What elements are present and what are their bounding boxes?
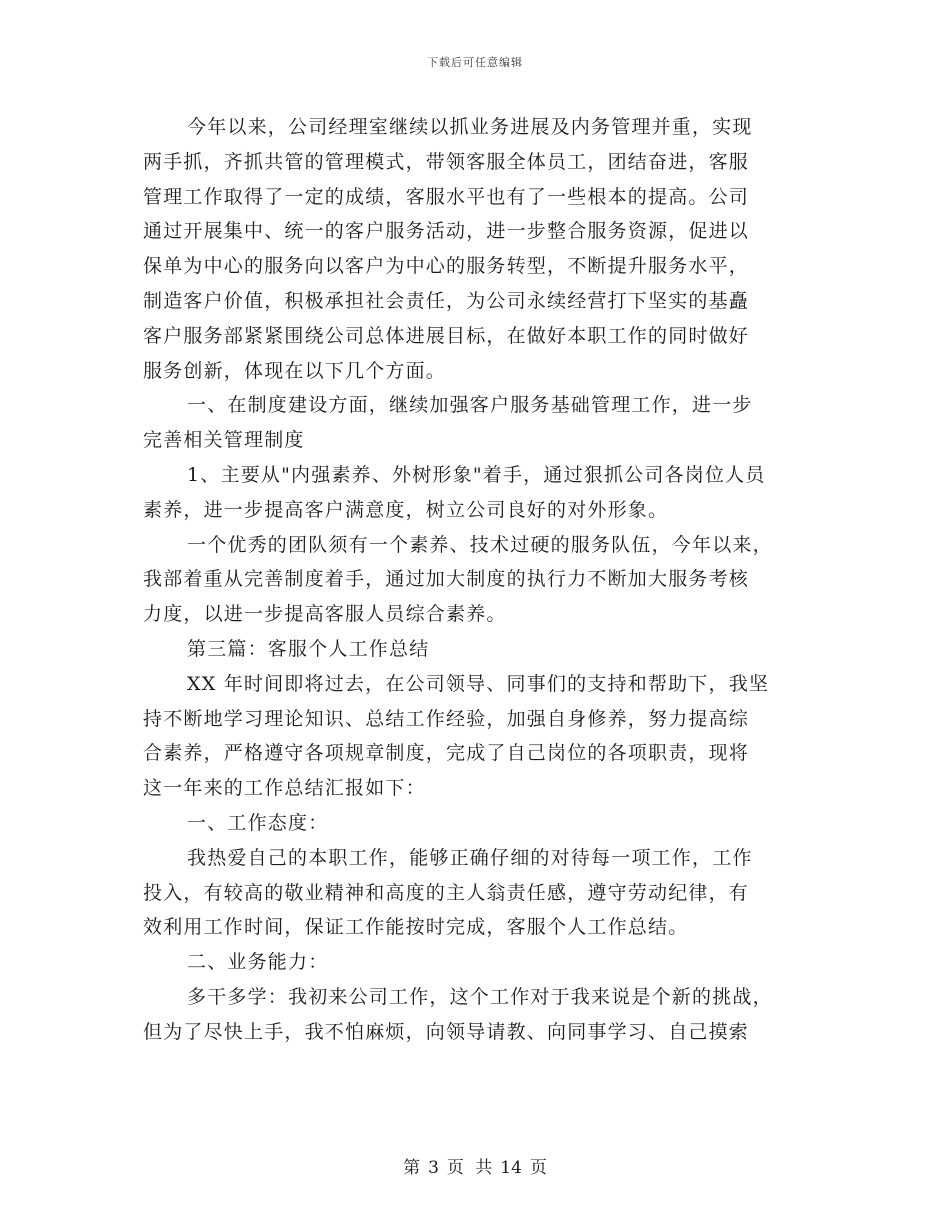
text-line: 我热爱自己的本职工作，能够正确仔细的对待每一项工作，工作 bbox=[187, 846, 753, 869]
text-line: 多干多学：我初来公司工作，这个工作对于我来说是个新的挑战， bbox=[187, 985, 773, 1008]
text-line: 通过开展集中、统一的客户服务活动，进一步整合服务资源，促进以 bbox=[143, 220, 750, 243]
text-line: 完善相关管理制度 bbox=[143, 429, 305, 452]
page-footer bbox=[0, 1153, 950, 1178]
footer-suffix: 页 bbox=[529, 1158, 547, 1178]
text-line: 第三篇：客服个人工作总结 bbox=[187, 637, 430, 660]
footer-middle: 页 共 bbox=[446, 1158, 493, 1178]
page-header-note: 下载后可任意编辑 bbox=[427, 56, 523, 69]
text-line: 一个优秀的团队须有一个素养、技术过硬的服务队伍，今年以来， bbox=[187, 533, 773, 556]
text-line: 服务创新，体现在以下几个方面。 bbox=[143, 359, 447, 382]
text-line: 管理工作取得了一定的成绩，客服水平也有了一些根本的提高。公司 bbox=[143, 185, 750, 208]
text-line: 合素养，严格遵守各项规章制度，完成了自己岗位的各项职责，现将 bbox=[143, 742, 750, 765]
text-line: 客户服务部紧紧围绕公司总体进展目标，在做好本职工作的同时做好 bbox=[143, 324, 750, 347]
text-line: 但为了尽快上手，我不怕麻烦，向领导请教、向同事学习、自己摸索 bbox=[143, 1020, 750, 1043]
text-line: 投入，有较高的敬业精神和高度的主人翁责任感，遵守劳动纪律，有 bbox=[143, 881, 750, 904]
text-line: 二、业务能力： bbox=[187, 951, 329, 974]
footer-total-pages: 14 bbox=[500, 1158, 522, 1178]
text-line: 这一年来的工作总结汇报如下： bbox=[143, 777, 426, 800]
text-line: 我部着重从完善制度着手，通过加大制度的执行力不断加大服务考核 bbox=[143, 568, 750, 591]
text-line: 制造客户价值，积极承担社会责任，为公司永续经营打下坚实的基矗 bbox=[143, 289, 750, 312]
text-line: 持不断地学习理论知识、总结工作经验，加强自身修养，努力提高综 bbox=[143, 707, 750, 730]
text-line: 一、在制度建设方面，继续加强客户服务基础管理工作，进一步 bbox=[187, 394, 753, 417]
text-line: 力度，以进一步提高客服人员综合素养。 bbox=[143, 603, 507, 626]
text-line: 效利用工作时间，保证工作能按时完成，客服个人工作总结。 bbox=[143, 916, 689, 939]
footer-current-page: 3 bbox=[428, 1158, 439, 1178]
text-line: 今年以来，公司经理室继续以抓业务进展及内务管理并重，实现 bbox=[187, 116, 753, 138]
text-line: 1、主要从"内强素养、外树形象"着手，通过狠抓公司各岗位人员 bbox=[187, 463, 766, 486]
text-line: XX 年时间即将过去，在公司领导、同事们的支持和帮助下，我坚 bbox=[187, 672, 770, 695]
text-line: 素养，进一步提高客户满意度，树立公司良好的对外形象。 bbox=[143, 498, 669, 521]
footer-prefix: 第 bbox=[403, 1158, 421, 1178]
text-line: 保单为中心的服务向以客户为中心的服务转型，不断提升服务水平， bbox=[143, 255, 750, 278]
document-body bbox=[143, 110, 803, 1050]
text-line: 两手抓，齐抓共管的管理模式，带领客服全体员工，团结奋进，客服 bbox=[143, 150, 750, 173]
text-line: 一、工作态度： bbox=[187, 811, 329, 834]
